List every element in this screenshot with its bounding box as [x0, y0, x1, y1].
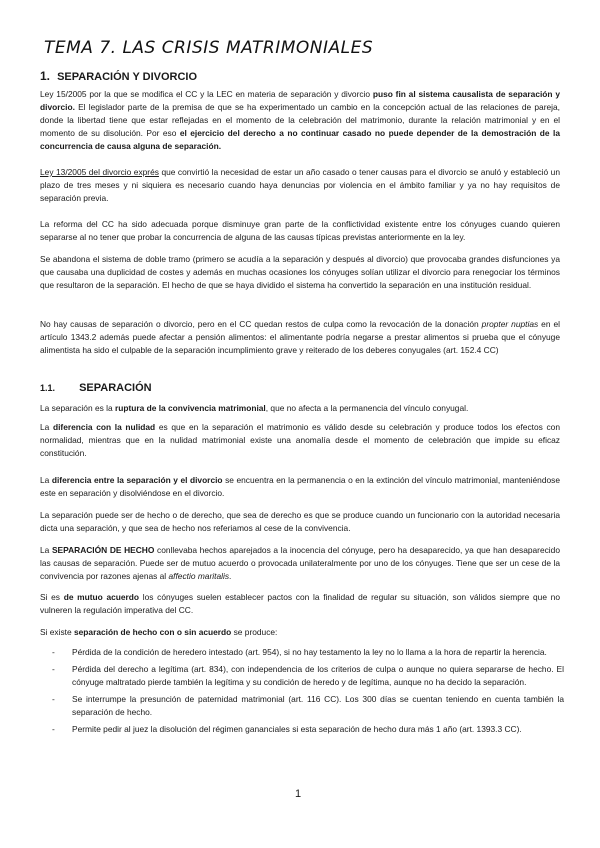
paragraph: [40, 474, 560, 500]
text-run: que convirtió la necesidad de estar un año casado o tener causas para el divorcio se anuló y estableció un plazo de tres meses y ni siquiera es necesario cuando haya denuncias por violencia en el ámbito familiar y ya no hay requisitos de separación previa.: [40, 167, 560, 203]
paragraph: [40, 402, 560, 415]
text-run: los cónyuges suelen establecer pactos con la finalidad de regular su situación, son válidos siempre que no vulneren la regulación imperativa del CC.: [40, 592, 560, 615]
italic-text: affectio maritalis: [168, 571, 230, 581]
underlined-text: Ley 13/2005 del divorcio exprés: [40, 167, 159, 177]
text-run: No hay causas de separación o divorcio, pero en el CC quedan restos de culpa como la revocación de la donación: [40, 319, 482, 329]
bold-text: ruptura de la convivencia matrimonial: [114, 403, 266, 413]
paragraph: [40, 626, 560, 639]
paragraph: [40, 509, 560, 535]
bold-text: diferencia entre la separación y el divorcio: [51, 475, 223, 485]
text-run: El legislador parte de la premisa de que se ha experimentado un cambio en la concepción actual de las relaciones de pareja, donde la libertad tiene que estar reflejadas en el momento de la celebración del matrimonio, durante la relación matrimonial y en el momento de su disolución. Por eso: [40, 102, 560, 138]
bold-text: puso fin al sistema causalista de separación y divorcio.: [40, 89, 560, 112]
list-item: - Pérdida de la condición de heredero intestado (art. 954), si no hay testamento la ley no lo llama a la hora de repartir la herencia.: [52, 646, 564, 659]
paragraph: [40, 166, 560, 205]
section-1-heading: [40, 69, 197, 83]
paragraph: [40, 591, 560, 617]
list-item: - Pérdida del derecho a legítima (art. 834), con independencia de los criterios de culpa o aunque no quiera separarse de hecho. El cónyuge maltratado pierde también la legítima y su condición de heredo y de legítima, aunque no ha decido la separación.: [52, 663, 564, 689]
text-run: Se abandona el sistema de doble tramo (primero se acudía a la separación y después al divorcio) que provocaba grandes disfunciones ya que causaba una duplicidad de costes y además en muchas ocasiones los cónyuges solían utilizar el divorcio para renegociar los términos que resultaron de la separación. El hecho de que se haya dividido el sistema ha convertido la separación en una institución residual.: [40, 254, 560, 290]
text-run: Si existe: [40, 627, 74, 637]
section-1-1-number: 1.1.: [40, 383, 56, 393]
bold-text: el ejercicio del derecho a no continuar casado no puede depender de la demostración de la concurrencia de causa alguna de separación.: [40, 128, 560, 151]
paragraph: [40, 253, 560, 292]
list-item: - Permite pedir al juez la disolución del régimen gananciales si esta separación de hecho dura más 1 año (art. 1393.3 CC).: [52, 723, 564, 736]
bold-text: diferencia con la nulidad: [52, 422, 156, 432]
text-run: La: [40, 475, 52, 485]
text-run: , que no afecta a la permanencia del vínculo conyugal.: [265, 403, 469, 413]
text-run: La reforma del CC ha sido adecuada porque disminuye gran parte de la conflictividad existente entre los cónyuges cuando quieren separarse al no tener que probar la concurrencia de alguna de las causas típicas previstas anteriormente en la ley.: [40, 219, 560, 242]
page-number: 1: [295, 788, 302, 800]
text-run: se encuentra en la permanencia o en la extinción del vínculo matrimonial, manteniéndose este en separación y disolviéndose en el divorcio.: [40, 475, 560, 498]
text-run: es que en la separación el matrimonio es válido desde su celebración y produce todos los efectos con normalidad, mientras que en la nulidad matrimonial existe una anomalía desde el momento de celebración que impide su eficaz constitución.: [40, 422, 560, 458]
text-run: La separación es la: [40, 403, 115, 413]
bold-text: de mutuo acuerdo: [63, 592, 140, 602]
text-run: La separación puede ser de hecho o de derecho, que sea de derecho es que se produce cuando un funcionario con la autoridad necesaria dicta una separación, y que sea de hecho nos referiamos al cese de la convivencia.: [40, 510, 560, 533]
list-item: - Se interrumpe la presunción de paternidad matrimonial (art. 116 CC). Los 300 días se cuentan teniendo en cuenta también la separación de hecho.: [52, 693, 564, 719]
document-title: TEMA 7. LAS CRISIS MATRIMONIALES: [44, 38, 374, 58]
section-1-1-heading: [40, 382, 152, 394]
text-run: La: [40, 422, 53, 432]
paragraph: [40, 421, 560, 460]
section-1-title: SEPARACIÓN Y DIVORCIO: [57, 71, 198, 83]
text-run: .: [229, 571, 232, 581]
text-run: La: [40, 545, 52, 555]
paragraph: [40, 544, 560, 583]
text-run: en el artículo 1343.2 además puede afectar a pensión alimentos: el alimentante podría negarse a prestar alimentos si prueba que el cónyuge alimentista ha sido el culpable de la separación incumplimiento grave y reiterado de los deberes conyugales (art. 152.4 CC): [40, 319, 560, 355]
italic-text: propter nuptias: [481, 319, 539, 329]
text-run: Ley 15/2005 por la que se modifica el CC y la LEC en materia de separación y divorcio: [40, 89, 373, 99]
paragraph: [40, 218, 560, 244]
text-run: Si es: [40, 592, 64, 602]
text-run: conllevaba hechos aparejados a la inocencia del cónyuge, pero ha desaparecido, ya que han desaparecido las causas de separación. Puede ser de mutuo acuerdo o provocada unilateralmente por uno de los cónyuges. Tiene que ser un cese de la convivencia por razones ajenas al: [40, 545, 560, 581]
paragraph: [40, 88, 560, 153]
bold-text: separación de hecho con o sin acuerdo: [73, 627, 232, 637]
effects-list: [52, 646, 564, 740]
paragraph: [40, 318, 560, 357]
section-1-1-title: SEPARACIÓN: [79, 382, 152, 394]
section-1-number: 1.: [40, 69, 51, 83]
text-run: se produce:: [231, 627, 278, 637]
bold-text: SEPARACIÓN DE HECHO: [51, 545, 155, 555]
